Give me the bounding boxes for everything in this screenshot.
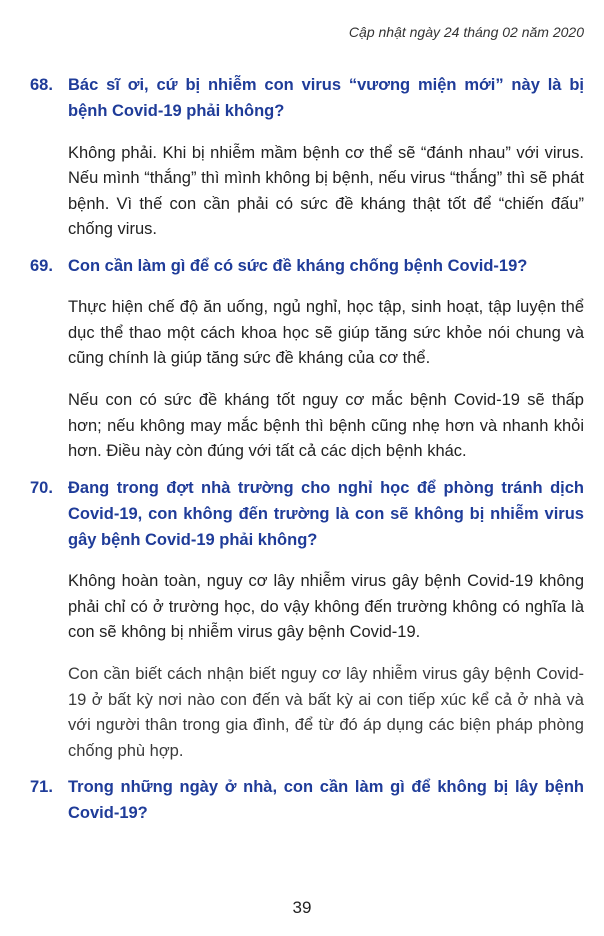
question-68 (30, 72, 584, 124)
question-text: Bác sĩ ơi, cứ bị nhiễm con virus “vương miện mới” này là bị bệnh Covid-19 phải không? (68, 76, 584, 120)
question-69 (30, 253, 584, 279)
question-number: 70. (30, 478, 53, 497)
question-70 (30, 475, 584, 553)
question-text: Đang trong đợt nhà trường cho nghỉ học để phòng tránh dịch Covid-19, con không đến trường là con sẽ không bị nhiễm virus gây bệnh Covid-19 phải không? (68, 478, 584, 549)
answer-paragraph: Con cần biết cách nhận biết nguy cơ lây nhiễm virus gây bệnh Covid-19 ở bất kỳ nơi nào con đến và bất kỳ ai con tiếp xúc kể cả ở nhà và với người thân trong gia đình, để từ đó áp dụng các biện pháp phòng chống phù hợp. (68, 665, 584, 760)
page-number: 39 (292, 898, 312, 917)
question-71 (30, 774, 584, 826)
question-number: 69. (30, 256, 53, 275)
answer-paragraph: Không phải. Khi bị nhiễm mầm bệnh cơ thể sẽ “đánh nhau” với virus. Nếu mình “thắng” thì mình không bị bệnh, nếu virus “thắng” thì sẽ phát bệnh. Vì thế con cần phải có sức đề kháng thật tốt để “chiến đấu” chống virus. (68, 143, 584, 238)
question-text: Trong những ngày ở nhà, con cần làm gì để không bị lây bệnh Covid-19? (68, 778, 584, 822)
answer-paragraph: Thực hiện chế độ ăn uống, ngủ nghỉ, học tập, sinh hoạt, tập luyện thể dục thể thao một cách khoa học sẽ giúp tăng sức khỏe nói chung và cũng chính là giúp tăng sức đề kháng của cơ thể. (68, 298, 584, 367)
qa-content (30, 72, 584, 836)
question-text: Con cần làm gì để có sức đề kháng chống bệnh Covid-19? (68, 256, 528, 275)
question-number: 68. (30, 76, 53, 94)
answer-paragraph: Nếu con có sức đề kháng tốt nguy cơ mắc bệnh Covid-19 sẽ thấp hơn; nếu không may mắc bệnh thì bệnh cũng nhẹ hơn và nhanh khỏi hơn. Điều này còn đúng với tất cả các dịch bệnh khác. (68, 391, 584, 460)
question-number: 71. (30, 778, 53, 796)
answer-paragraph: Không hoàn toàn, nguy cơ lây nhiễm virus gây bệnh Covid-19 không phải chỉ có ở trường học, do vậy không đến trường không có nghĩa là con sẽ không bị nhiễm virus gây bệnh Covid-19. (68, 572, 584, 641)
update-date-header: Cập nhật ngày 24 tháng 02 năm 2020 (348, 24, 584, 40)
